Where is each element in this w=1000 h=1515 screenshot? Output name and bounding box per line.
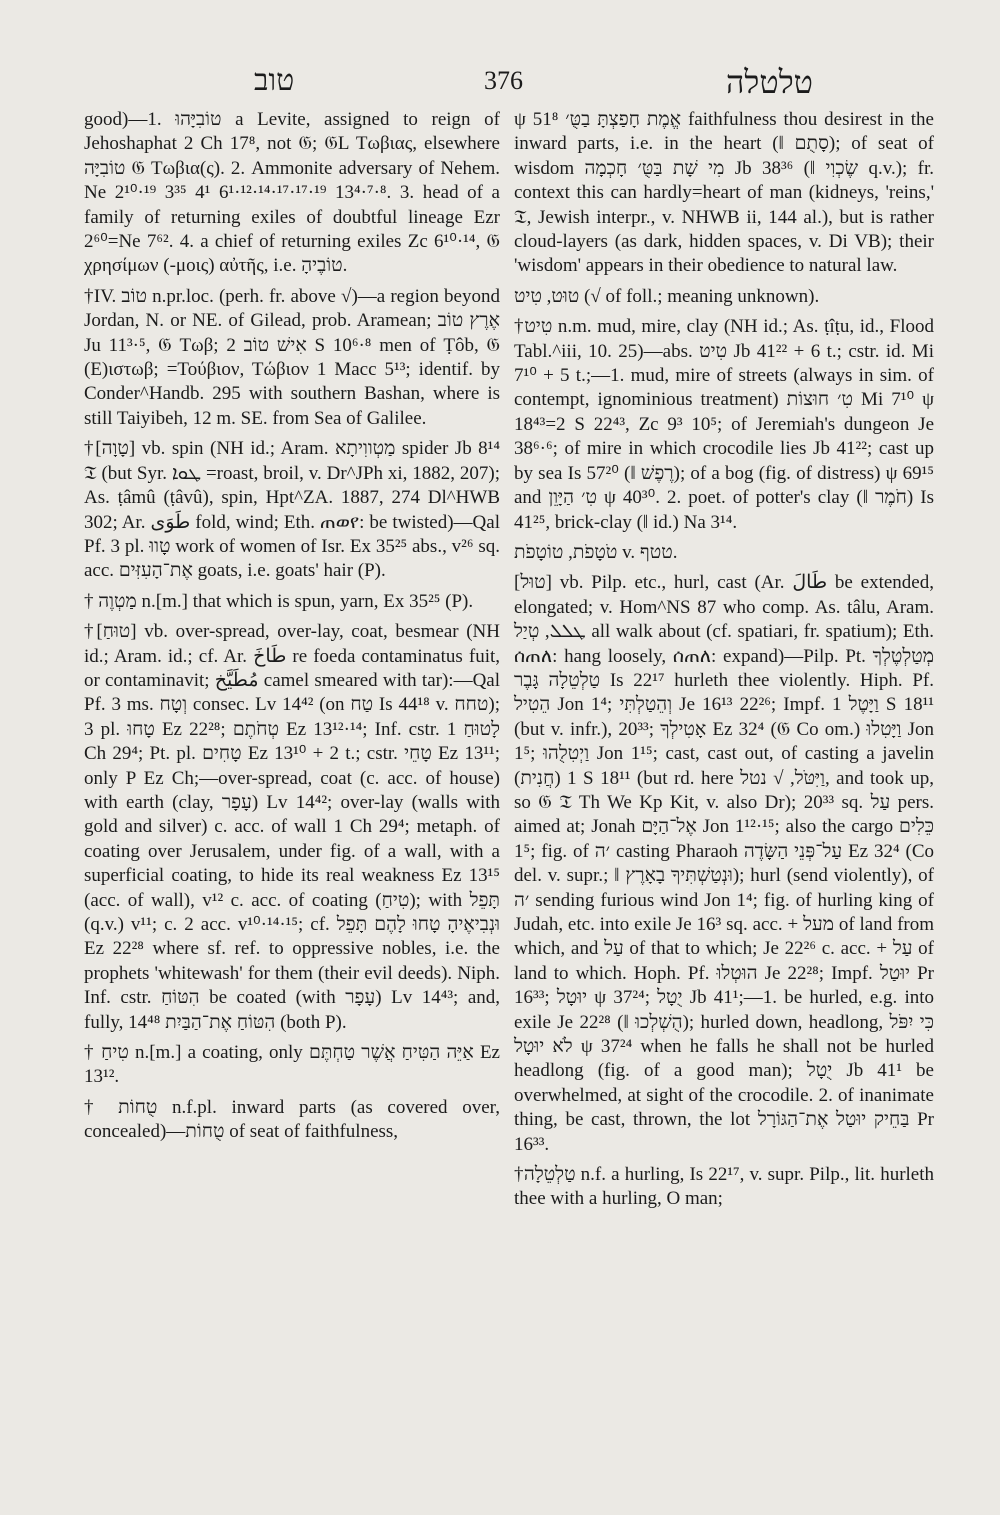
- entry-taltelah: †טַלְטֵלָה n.f. a hurling, Is 22¹⁷, v. supr. Pilp., lit. hurleth thee with a hurling, O man;: [514, 1164, 935, 1210]
- header-left-word: טוב: [254, 64, 295, 97]
- right-column: [514, 108, 934, 1218]
- entry-tob-place: †IV. טוֹב n.pr.loc. (perh. fr. above √)—a region beyond Jordan, N. or NE. of Gilead, prob. Aramean; אֶרֶץ טוֹב Ju 11³·⁵, 𝔊 Τωβ; אִישׁ טוֹב 2 S 10⁶·⁸ men of Ṭôb, 𝔊 (E)ιστωβ; =Τούβιον, Τώβιον 1 Macc 5¹³; identif. by Conder^Handb. 295 with southern Bashan, where is still Taiyibeh, 12 m. SE. from Sea of Galilee.: [84, 285, 500, 429]
- running-header: [0, 64, 1000, 104]
- left-column: [84, 108, 500, 1151]
- entry-tut-root: טוּט, טִיט (√ of foll.; meaning unknown).: [514, 285, 820, 307]
- entry-totafot: טֹטָפֹת, טוֹטָפֹת v. טטף.: [514, 541, 678, 563]
- entry-tul: [טוּל] vb. Pilp. etc., hurl, cast (Ar. طَالَ be extended, elongated; v. Hom^NS 87 who comp. As. tâlu, Aram. ܛܠܠ, טְיַל all walk about (cf. spatiari, fr. spatium); Eth. ሰጠለ: hang loosely, ሰጠለ: expand)—Pilp. Pt. מְטַלְטֶלְךָ טַלְטֵלָה גָּבֶר Is 22¹⁷ hurleth thee violently. Hiph. Pf. הֵטִיל Jon 1⁴; וְהֵטַלְתִּי Je 16¹³ 22²⁶; Impf. וַיָּטֶל 1 S 18¹¹ (but v. infr.), 20³³; אָטִילְךָ Ez 32⁴ (𝔊 Co om.) וַיָּטִלוּ Jon 1⁵; וַיְטִלֻהוּ Jon 1¹⁵; cast, cast out, of casting a javelin (חֲנִית) 1 S 18¹¹ (but rd. here וַיִּטֹּל, √ נטל, and took up, so 𝔊 𝔗 Th We Kp Kit, v. also Dr); 20³³ sq. עַל pers. aimed at; Jonah אֶל־הַיָּם Jon 1¹²·¹⁵; also the cargo כֵּלִים 1⁵; fig. of ׳ה casting Pharaoh עַל־פְּנֵי הַשָּׂדֶה Ez 32⁴ (Co del. v. supr.; ‖ וּנְטַשְׁתִּיךָ בָאָרֶץ); hurl (send violently), of ׳ה sending furious wind Jon 1⁴; fig. of hurling king of Judah, etc. into exile Je 16³ sq. acc. + מעל of land from which, and עַל of that to which; Je 22²⁶ c. acc. + עַל of land to which. Hoph. Pf. הוּטְלוּ Je 22²⁸; Impf. יוּטַל Pr 16³³; יוּטָל ψ 37²⁴; יֻטָל Jb 41¹;—1. be hurled, e.g. into exile Je 22²⁸ (‖ הֻשְׁלְכוּ); hurled down, headlong, כִּי יִפֹּל לֹא יוּטָל ψ 37²⁴ when he falls he shall not be hurled headlong (fig. of a good man); יֻטָל Jb 41¹ be overwhelmed, at sight of the crocodile. 2. of inanimate thing, be cast, thrown, the lot בַּחֵיק יוּטַל אֶת־הַגּוֹרָל Pr 16³³.: [514, 572, 935, 1155]
- entry-tit: †טִיט n.m. mud, mire, clay (NH id.; As. ṭîṭu, id., Flood Tabl.^iii, 10. 25)—abs. טִיט Jb 41²² + 6 t.; cstr. id. Mi 7¹⁰ + 5 t.;—1. mud, mire of streets (always in sim. of contempt, ignominious treatment) טִ׳ חוּצוֹת Mi 7¹⁰ ψ 18⁴³=2 S 22⁴³, Zc 9³ 10⁵; of Jeremiah's dungeon Je 38⁶·⁶; of mire in which crocodile lies Jb 41²²; cast up by sea Is 57²⁰ (‖ רֶפֶשׁ); of a bog (fig. of distress) ψ 69¹⁵ and טִ׳ הַיָּוֵן ψ 40³⁰. 2. poet. of potter's clay (‖ חֹמֶר) Is 41²⁵, brick-clay (‖ id.) Na 3¹⁴.: [514, 316, 934, 533]
- entry-tuchot: † טֻחוֹת n.f.pl. inward parts (as covered over, concealed)—טֻחוֹת of seat of faithfulness,: [84, 1096, 500, 1143]
- entry-tiach: † טִיחַ n.[m.] a coating, only אַיֵּה הַטִּיחַ אֲשֶׁר טַחְתֶּם Ez 13¹².: [84, 1042, 500, 1088]
- entry-continuation: good)—1. טוֹבִיָּהוּ a Levite, assigned to reign of Jehoshaphat 2 Ch 17⁸, not 𝔊; 𝔊L Τωβιας, elsewhere טוֹבִיָּה 𝔊 Τωβια(ς). 2. Ammonite adversary of Nehem. Ne 2¹⁰·¹⁹ 3³⁵ 4¹ 6¹·¹²·¹⁴·¹⁷·¹⁷·¹⁹ 13⁴·⁷·⁸. 3. head of a family of returning exiles of doubtful lineage Ezr 2⁶⁰=Ne 7⁶². 4. a chief of returning exiles Zc 6¹⁰·¹⁴, 𝔊 χρησίμων (-μοις) αὐτῆς, i.e. טוֹבֶיהָ.: [84, 109, 500, 277]
- page-number: 376: [484, 66, 523, 95]
- entry-tawah: †[טָוָה] vb. spin (NH id.; Aram. מַטְווִיתָא spider Jb 8¹⁴ 𝔗 (but Syr. ܛܘܐ =roast, broil, v. Dr^JPh xi, 1882, 207); As. ṭâmû (ṭâvû), spin, Hpt^ZA. 1887, 274 Dl^HWB 302; Ar. طَوَى fold, wind; Eth. ጠወየ: be twisted)—Qal Pf. 3 pl. טָווּ work of women of Isr. Ex 35²⁵ abs., v²⁶ sq. acc. אֶת־הָעִזִּים goats, i.e. goats' hair (P).: [84, 438, 501, 582]
- entry-tuach: †[טוּחַ] vb. over-spread, over-lay, coat, besmear (NH id.; Aram. id.; cf. Ar. طَاخَ re foeda contaminatus fuit, or contaminavit; مُطَيَّخ camel smeared with tar):—Qal Pf. 3 ms. וְטָח consec. Lv 14⁴² (on טַח Is 44¹⁸ v. טחח); 3 pl. טָחוּ Ez 22²⁸; טְחֹתֶם Ez 13¹²·¹⁴; Inf. cstr. לָטוּחַ 1 Ch 29⁴; Pt. pl. טָחִים Ez 13¹⁰ + 2 t.; cstr. טָחֵי Ez 13¹¹; only P Ez Ch;—over-spread, coat (c. acc. of house) with earth (clay, עָפָר) Lv 14⁴²; over-lay (walls with gold and silver) c. acc. of wall 1 Ch 29⁴; metaph. of coating over Jerusalem, under fig. of a wall, with a superficial coating, to hide its real weakness Ez 13¹⁵ (acc. of wall), v¹² c. acc. of coating (טִיחַ); with תָּפֵל (q.v.) v¹¹; c. 2 acc. v¹⁰·¹⁴·¹⁵; cf. וּנְבִיאֶיהָ טָחוּ לָהֶם תָּפֵל Ez 22²⁸ where sf. ref. to oppressive nobles, i.e. the prophets 'whitewash' for them (their evil deeds). Niph. Inf. cstr. הִטּוֹחַ be coated (with עָפָר) Lv 14⁴³; and, fully, הִטּוֹחַ אֶת־הַבַּיִת 14⁴⁸ (both P).: [84, 621, 501, 1033]
- entry-tuchot-continuation: ψ 51⁸ אֱמֶת חָפַצְתָּ בַטֻּ׳ faithfulness thou desirest in the inward parts, i.e. in the heart (‖ סָתֻם); of seat of wisdom מִי שָׁת בַּטֻּ׳ חָכְמָה Jb 38³⁶ (‖ שֶׂכְוִי q.v.); fr. context this can hardly=heart of man (kidneys, 'reins,' 𝔗, Jewish interpr., v. NHWB ii, 144 al.), but is rather cloud-layers (as dark, hidden spaces, v. Di VB); their 'wisdom' appears in their obedience to natural law.: [514, 109, 934, 277]
- header-right-word: טלטלה: [726, 64, 813, 100]
- entry-matweh: † מַטְוֶה n.[m.] that which is spun, yarn, Ex 35²⁵ (P).: [84, 590, 474, 612]
